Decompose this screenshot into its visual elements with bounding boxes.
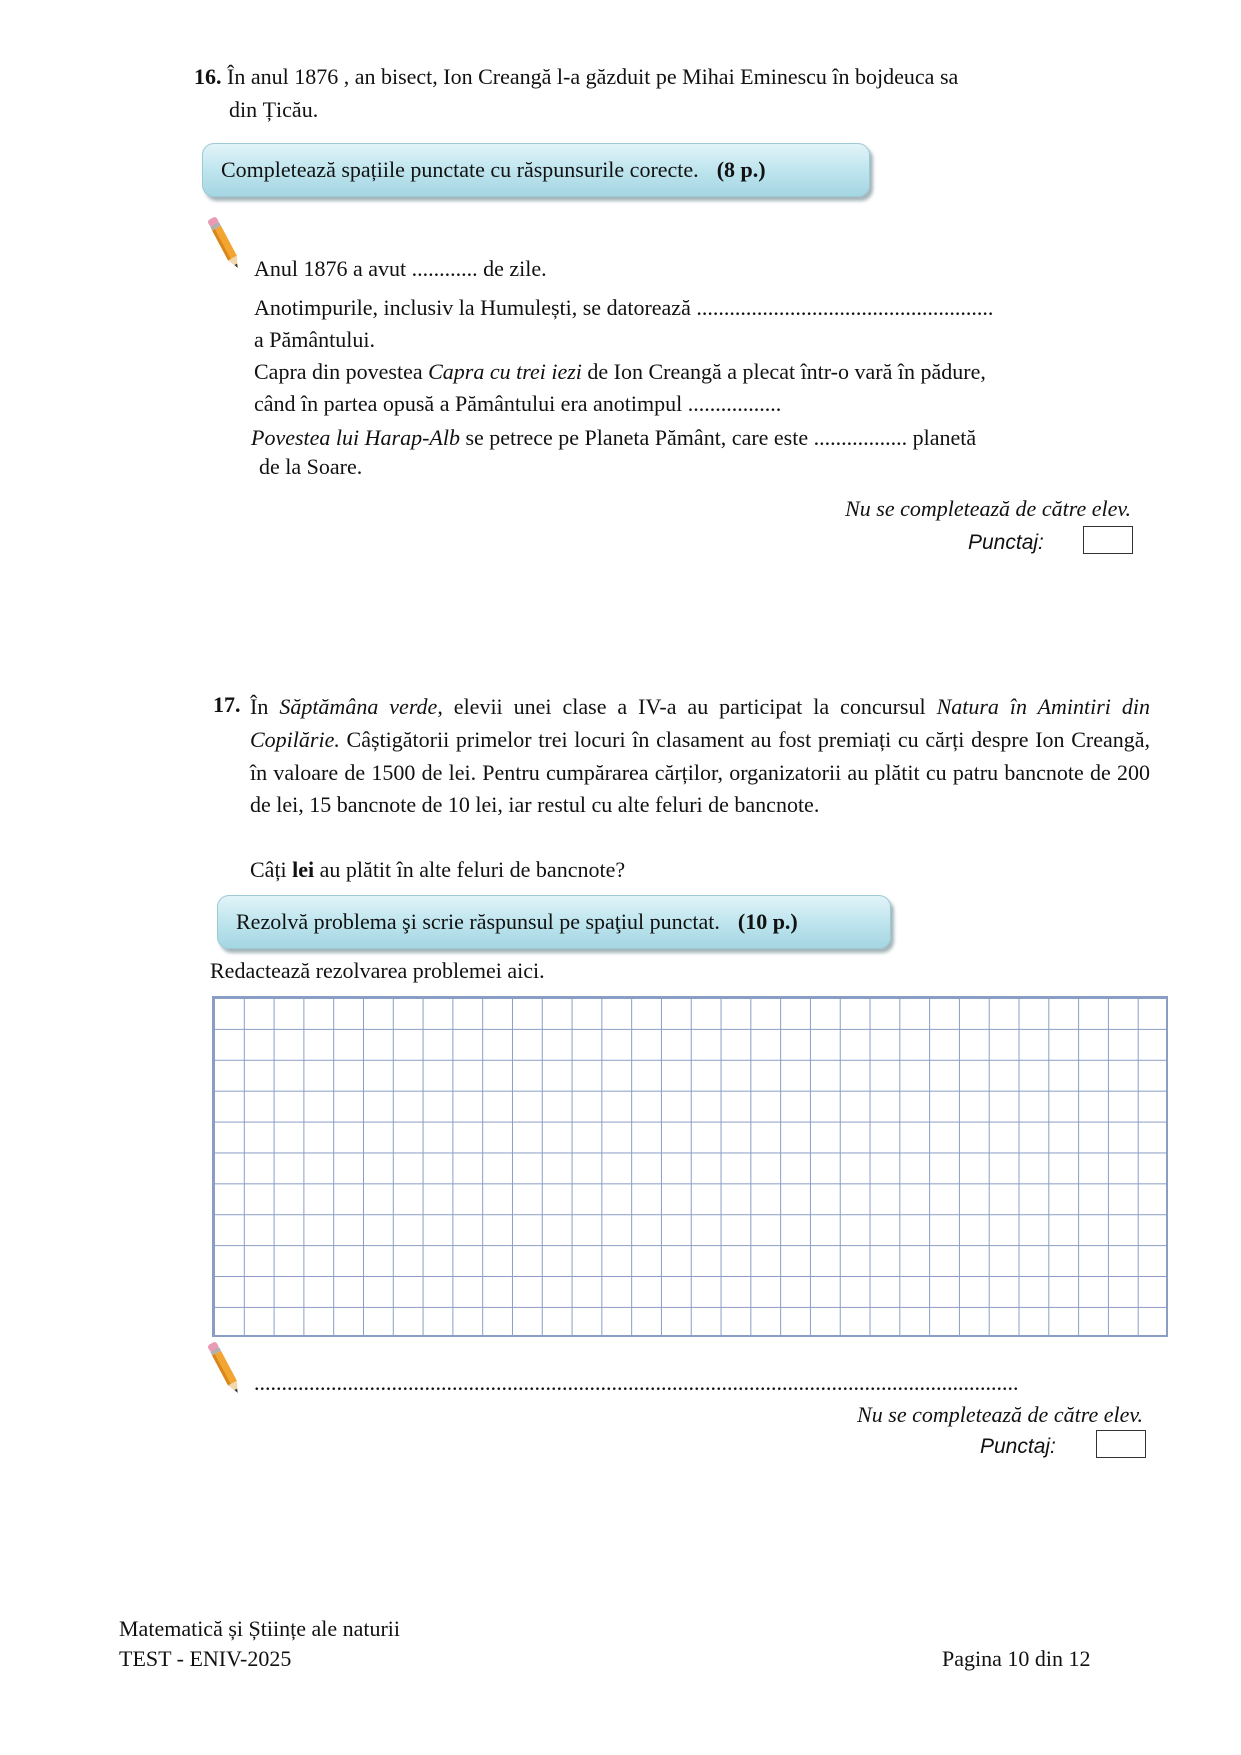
q16-item-1: Anul 1876 a avut ............ de zile. bbox=[254, 256, 547, 281]
q17-number: 17. bbox=[213, 692, 241, 717]
q17-work-label: Redactează rezolvarea problemei aici. bbox=[210, 958, 545, 983]
q16-instruction-box bbox=[202, 143, 870, 197]
q17-statement bbox=[250, 691, 1150, 822]
footer-test: TEST - ENIV-2025 bbox=[119, 1646, 292, 1671]
footer-page: Pagina 10 din 12 bbox=[942, 1646, 1091, 1671]
q17-work-grid[interactable] bbox=[212, 996, 1168, 1337]
q17-question bbox=[250, 856, 625, 885]
q16-item-3-title: Capra cu trei iezi bbox=[428, 359, 582, 384]
q17-question-c: au plătit în alte feluri de bancnote? bbox=[314, 857, 626, 882]
q16-item-3-line1 bbox=[254, 358, 986, 387]
pencil-icon bbox=[208, 1338, 242, 1400]
q17-text-d: Natura în Amintiri din Copilărie. bbox=[250, 694, 1150, 752]
q17-question-b: lei bbox=[292, 857, 315, 882]
q16-note: Nu se completează de către elev. bbox=[845, 496, 1131, 521]
q16-item-4-post: se petrece pe Planeta Pământ, care este ................. planetă bbox=[459, 425, 977, 450]
q16-item-3-post: de Ion Creangă a plecat într-o vară în pădure, bbox=[581, 359, 986, 384]
q17-instruction-text: Rezolvă problema şi scrie răspunsul pe spaţiul punctat. bbox=[236, 908, 720, 934]
q16-item-2-line2: a Pământului. bbox=[254, 327, 375, 352]
q16-stem-line1 bbox=[194, 63, 958, 92]
q17-text-e: Câștigătorii primelor trei locuri în clasament au fost premiați cu cărți despre Ion Creangă, în valoare de 1500 de lei. Pentru cumpărarea cărților, organizatorii au plătit cu patru bancnote de 200 de lei, 15 bancnote de 10 lei, iar restul cu alte feluri de bancnote. bbox=[250, 726, 1150, 818]
q16-instruction-text: Completează spațiile punctate cu răspunsurile corecte. bbox=[221, 156, 699, 182]
q16-number: 16. bbox=[194, 64, 222, 89]
q16-item-4-line2: de la Soare. bbox=[259, 454, 363, 479]
q17-text-a: În bbox=[250, 694, 280, 719]
q17-note: Nu se completează de către elev. bbox=[857, 1402, 1143, 1427]
q17-instruction-box bbox=[217, 895, 891, 949]
q16-points: (8 p.) bbox=[716, 156, 766, 182]
q17-text-c: , elevii unei clase a IV-a au participat la concursul bbox=[437, 694, 937, 719]
q16-score-box bbox=[1083, 526, 1133, 554]
q17-text-b: Săptămâna verde bbox=[279, 694, 438, 719]
q16-stem-line2: din Țicău. bbox=[229, 97, 319, 122]
pencil-icon bbox=[208, 213, 242, 275]
q17-score-box bbox=[1096, 1430, 1146, 1458]
q16-item-2-line1: Anotimpurile, inclusiv la Humulești, se datorează ...................................................... bbox=[254, 295, 994, 320]
q17-score-label: Punctaj: bbox=[980, 1435, 1056, 1458]
q17-points: (10 p.) bbox=[737, 908, 798, 934]
q16-score-label: Punctaj: bbox=[968, 531, 1044, 554]
q16-item-3-pre: Capra din povestea bbox=[254, 359, 429, 384]
q17-answer-line[interactable]: ........................................................................................................................................... bbox=[254, 1370, 1019, 1395]
q16-item-3-line2: când în partea opusă a Pământului era anotimpul ................. bbox=[254, 391, 782, 416]
q16-item-4-title: Povestea lui Harap-Alb bbox=[251, 425, 460, 450]
footer-subject: Matematică și Științe ale naturii bbox=[119, 1616, 401, 1641]
q16-item-4-line1 bbox=[251, 424, 976, 453]
q17-question-a: Câți bbox=[250, 857, 293, 882]
q16-stem-text: În anul 1876 , an bisect, Ion Creangă l-a găzduit pe Mihai Eminescu în bojdeuca sa bbox=[227, 64, 959, 89]
